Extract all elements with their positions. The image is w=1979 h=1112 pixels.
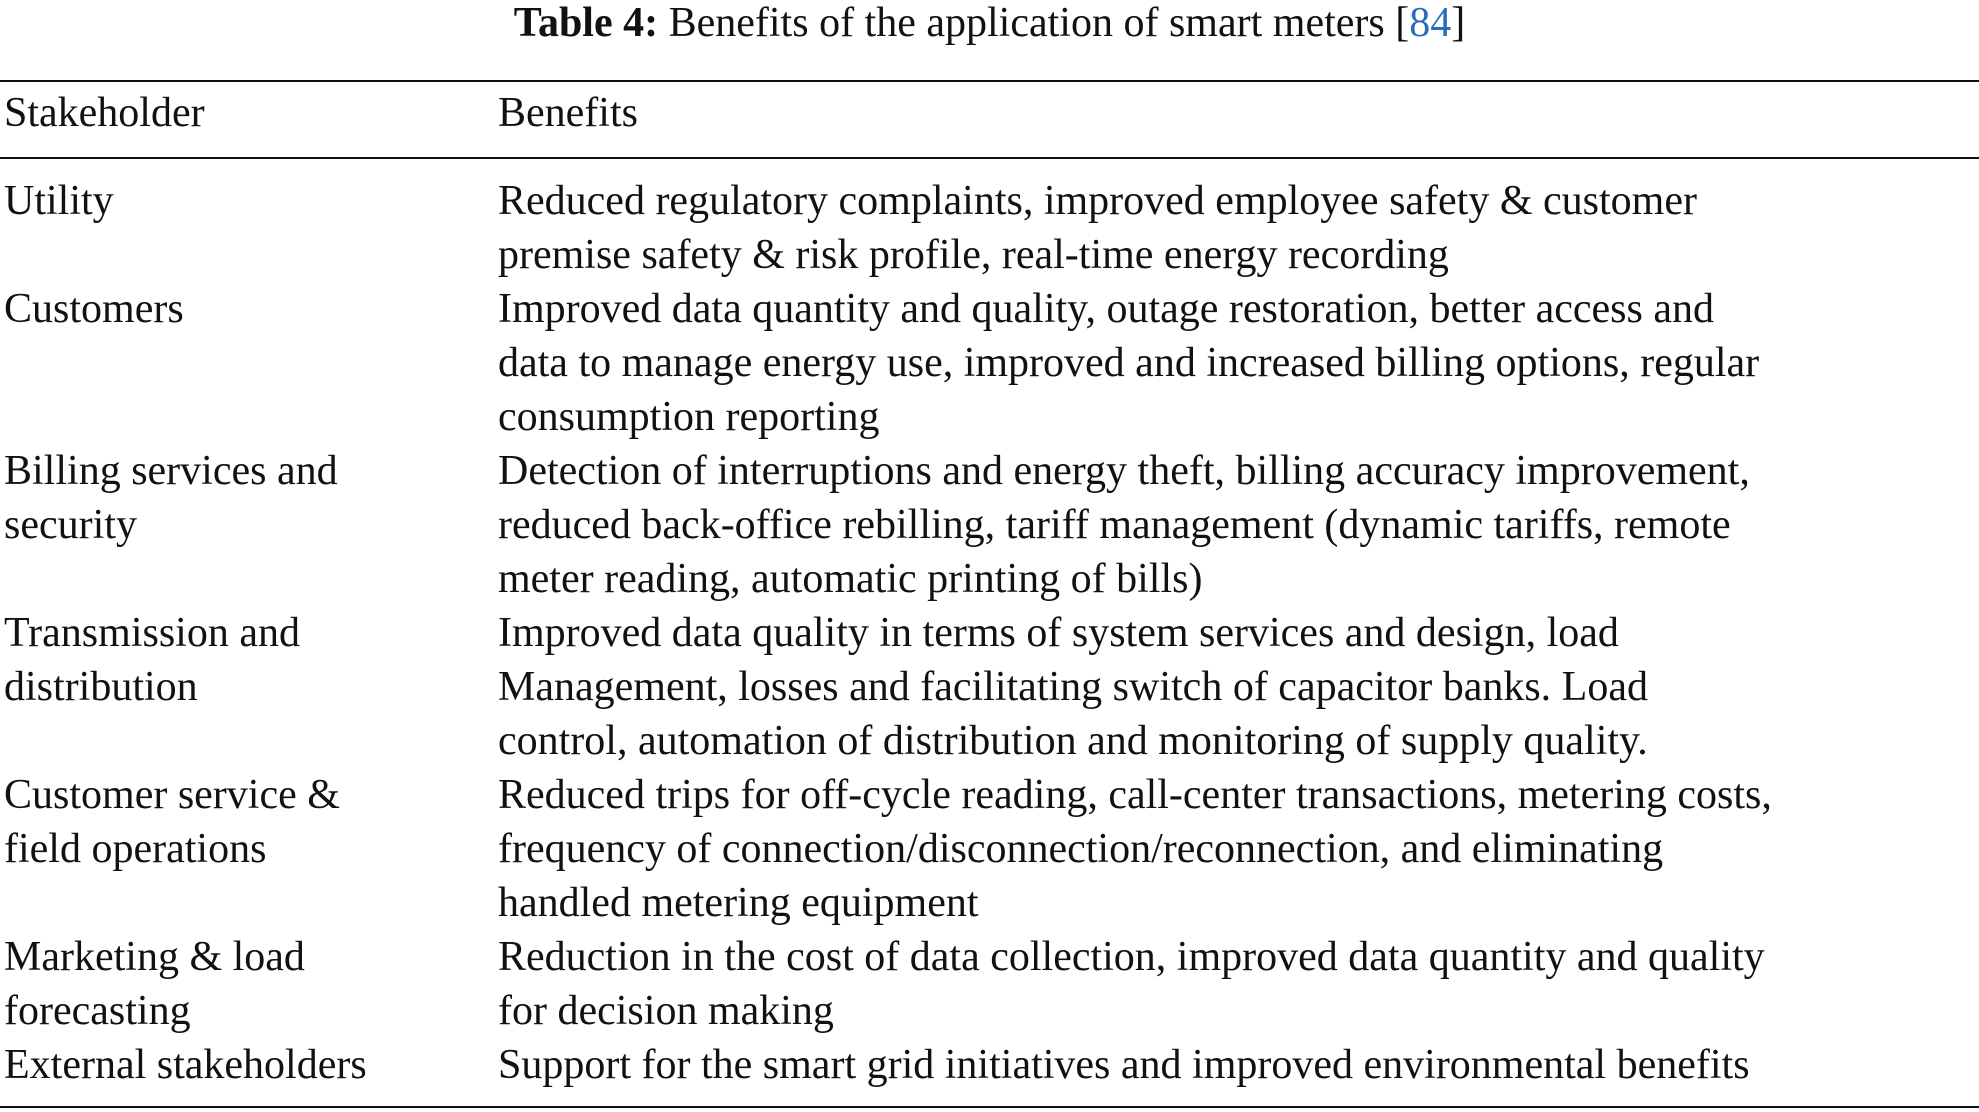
- stakeholder-cell: Transmission and distribution: [4, 610, 300, 710]
- stakeholder-cell: Utility: [4, 178, 114, 224]
- caption-close: ]: [1451, 0, 1466, 46]
- benefits-cell: Support for the smart grid initiatives and improved environmental benefits: [498, 1042, 1750, 1088]
- benefits-cell: Reduced trips for off-cycle reading, call-center transactions, metering costs, frequency of connection/disconnection/reconnection, and eliminating handled metering equipment: [498, 772, 1772, 926]
- stakeholder-cell: Customers: [4, 286, 184, 332]
- table-row: [0, 768, 1979, 930]
- header-stakeholder: Stakeholder: [4, 90, 205, 136]
- table-row: [0, 930, 1979, 1038]
- caption-text: Benefits of the application of smart meters [: [668, 0, 1410, 46]
- header-benefits: Benefits: [498, 90, 638, 136]
- benefits-cell: Improved data quantity and quality, outage restoration, better access and data to manage energy use, improved and increased billing options, regular consumption reporting: [498, 286, 1760, 440]
- table-row: [0, 174, 1979, 282]
- table-row: [0, 444, 1979, 606]
- table-row: [0, 606, 1979, 768]
- benefits-cell: Improved data quality in terms of system services and design, load Management, losses and facilitating switch of capacitor banks. Load control, automation of distribution and monitoring of supply quality.: [498, 610, 1648, 764]
- table-body: [0, 174, 1979, 1092]
- table-caption: [0, 0, 1979, 48]
- stakeholder-cell: Marketing & load forecasting: [4, 934, 305, 1034]
- bottom-rule: [0, 1106, 1979, 1108]
- benefits-cell: Reduction in the cost of data collection, improved data quantity and quality for decision making: [498, 934, 1765, 1034]
- table-row: [0, 282, 1979, 444]
- header-rule: [0, 157, 1979, 159]
- table-row: [0, 1038, 1979, 1092]
- stakeholder-cell: Customer service & field operations: [4, 772, 340, 872]
- citation-link[interactable]: 84: [1409, 0, 1452, 46]
- top-rule: [0, 80, 1979, 82]
- stakeholder-cell: Billing services and security: [4, 448, 338, 548]
- stakeholder-cell: External stakeholders: [4, 1042, 367, 1088]
- benefits-cell: Reduced regulatory complaints, improved employee safety & customer premise safety & risk profile, real-time energy recording: [498, 178, 1697, 278]
- caption-label: Table 4:: [513, 0, 659, 46]
- benefits-cell: Detection of interruptions and energy theft, billing accuracy improvement, reduced back-office rebilling, tariff management (dynamic tariffs, remote meter reading, automatic printing of bills): [498, 448, 1750, 602]
